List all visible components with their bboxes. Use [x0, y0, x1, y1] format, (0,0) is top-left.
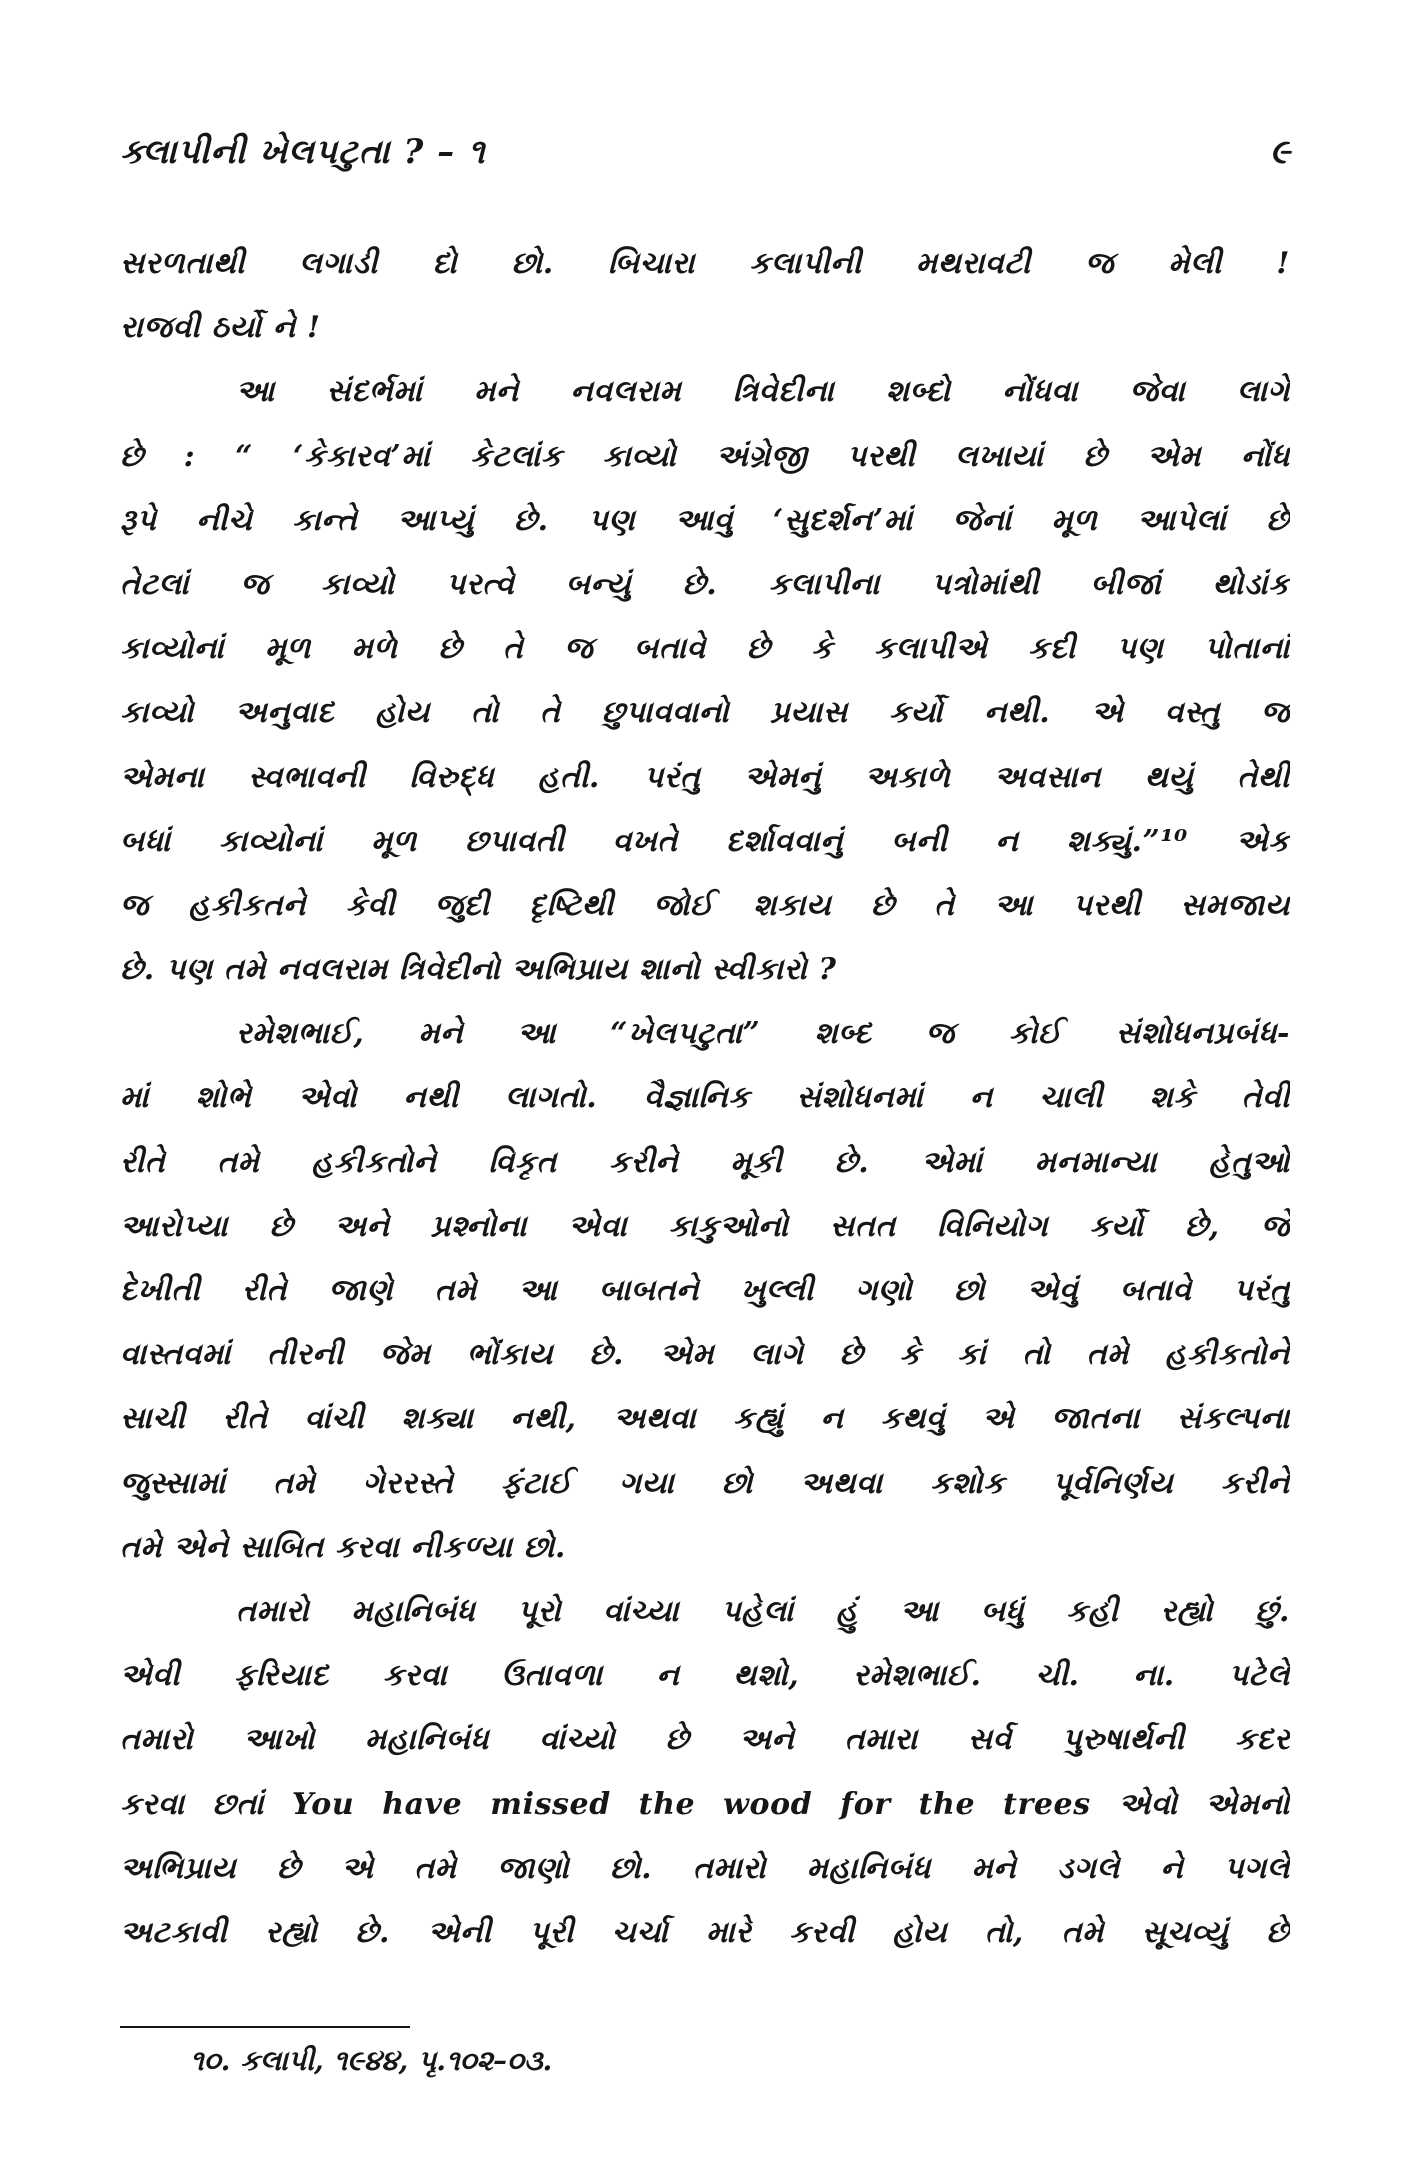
text-line: છે. પણ તમે નવલરામ ત્રિવેદીનો અભિપ્રાય શાનો સ્વીકારો ?: [120, 952, 837, 988]
text-line: માં શોભે એવો નથી લાગતો. વૈજ્ઞાનિક સંશોધનમાં ન ચાલી શકે તેવી: [120, 1080, 1290, 1116]
text-line: કરવા છતાં You have missed the wood for the trees એવો એમનો: [120, 1786, 1290, 1822]
text-line: રૂપે નીચે કાન્તે આપ્યું છે. પણ આવું ‘સુદર્શન’માં જેનાં મૂળ આપેલાં છે: [120, 502, 1290, 538]
footnote: ૧૦. કલાપી, ૧૯૪૪, પૃ.૧૦૨–૦૩.: [190, 2044, 553, 2077]
text-line: છે : “ ‘કેકારવ’માં કેટલાંક કાવ્યો અંગ્રેજી પરથી લખાયાં છે એમ નોંધ: [120, 438, 1290, 474]
text-line: તેટલાં જ કાવ્યો પરત્વે બન્યું છે. કલાપીના પત્રોમાંથી બીજાં થોડાંક: [120, 566, 1290, 602]
text-line: કાવ્યો અનુવાદ હોય તો તે છુપાવવાનો પ્રયાસ કર્યો નથી. એ વસ્તુ જ: [120, 695, 1290, 731]
text-line: અટકાવી રહ્યો છે. એની પૂરી ચર્ચા મારે કરવી હોય તો, તમે સૂચવ્યું છે: [120, 1914, 1290, 1950]
text-line: તમારો આખો મહાનિબંધ વાંચ્યો છે અને તમારા સર્વ પુરુષાર્થની કદર: [120, 1722, 1290, 1758]
footnote-divider: [120, 2026, 410, 2028]
paragraph-start-line: આ સંદર્ભમાં મને નવલરામ ત્રિવેદીના શબ્દો નોંધવા જેવા લાગે: [236, 374, 1290, 410]
text-line: રીતે તમે હકીકતોને વિકૃત કરીને મૂકી છે. એમાં મનમાન્યા હેતુઓ: [120, 1144, 1290, 1180]
text-line: સાચી રીતે વાંચી શક્યા નથી, અથવા કહ્યું ન કથવું એ જાતના સંકલ્પના: [120, 1401, 1290, 1437]
running-title: ક્લાપીની ખેલપટુતા ? – ૧: [120, 132, 486, 172]
text-line: તમે એને સાબિત કરવા નીકળ્યા છો.: [120, 1529, 566, 1565]
text-line: રાજવી ઠર્યો ને !: [120, 310, 321, 346]
paragraph-start-line: રમેશભાઈ, મને આ “ખેલપટુતા” શબ્દ જ કોઈ સંશોધનપ્રબંધ-: [236, 1016, 1290, 1052]
text-line: આરોપ્યા છે અને પ્રશ્નોના એવા કાકુઓનો સતત વિનિયોગ કર્યો છે, જે: [120, 1208, 1290, 1244]
text-line: બધાં કાવ્યોનાં મૂળ છપાવતી વખતે દર્શાવવાનું બની ન શક્યું.”¹⁰ એક: [120, 823, 1290, 859]
text-line: જુસ્સામાં તમે ગેરરસ્તે ફંટાઈ ગયા છો અથવા કશોક પૂર્વનિર્ણય કરીને: [120, 1465, 1290, 1501]
page-number: ૯: [1269, 132, 1290, 172]
text-line: વાસ્તવમાં તીરની જેમ ભોંકાય છે. એમ લાગે છે કે કાં તો તમે હકીકતોને: [120, 1337, 1290, 1373]
text-line: સરળતાથી લગાડી દો છો. બિચારા કલાપીની મથરાવટી જ મેલી !: [120, 246, 1290, 281]
running-header: [120, 132, 1290, 182]
text-line: જ હકીકતને કેવી જુદી દૃષ્ટિથી જોઈ શકાય છે તે આ પરથી સમજાય: [120, 887, 1290, 923]
text-line: દેખીતી રીતે જાણે તમે આ બાબતને ખુલ્લી ગણો છો એવું બતાવે પરંતુ: [120, 1273, 1290, 1308]
body-text: [120, 232, 1290, 1965]
text-line: એમના સ્વભાવની વિરુદ્ધ હતી. પરંતુ એમનું અકાળે અવસાન થયું તેથી: [120, 759, 1290, 795]
text-line: એવી ફરિયાદ કરવા ઉતાવળા ન થશો, રમેશભાઈ. ચી. ના. પટેલે: [120, 1658, 1290, 1694]
text-line: અભિપ્રાય છે એ તમે જાણો છો. તમારો મહાનિબંધ મને ડગલે ને પગલે: [120, 1850, 1290, 1886]
text-line: કાવ્યોનાં મૂળ મળે છે તે જ બતાવે છે કે કલાપીએ કદી પણ પોતાનાં: [120, 631, 1290, 667]
paragraph-start-line: તમારો મહાનિબંધ પૂરો વાંચ્યા પહેલાં હું આ બધું કહી રહ્યો છું.: [236, 1593, 1290, 1629]
